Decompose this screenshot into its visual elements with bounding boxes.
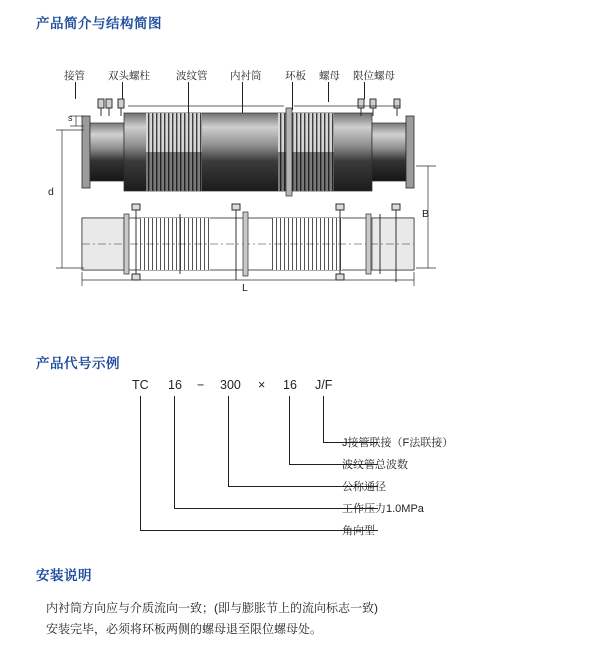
code-desc-pressure: 工作压力1.0MPa	[342, 503, 424, 515]
code-leader-v-waves	[289, 396, 290, 464]
code-token-tc: TC	[132, 378, 149, 392]
code-leader-v-type	[140, 396, 141, 530]
install-note-line-2: 安装完毕，必须将环板两侧的螺母退至限位螺母处。	[46, 622, 323, 636]
callout-label-bowenguan: 波纹管	[176, 70, 208, 82]
code-desc-wave-count: 波纹管总波数	[342, 459, 408, 471]
code-desc-type: 角向型	[342, 525, 375, 537]
callout-label-shuangtou: 双头螺柱	[108, 70, 150, 82]
code-token-16a: 16	[168, 378, 182, 392]
section-title-code: 产品代号示例	[36, 356, 120, 371]
install-notes	[46, 598, 566, 640]
code-token-16b: 16	[283, 378, 297, 392]
section-title-install: 安装说明	[36, 568, 92, 583]
product-code-diagram	[40, 378, 520, 548]
callout-label-neichentong: 内衬筒	[230, 70, 262, 82]
dimension-label-L: L	[242, 282, 248, 294]
section-title-structure: 产品简介与结构简图	[36, 16, 162, 31]
code-leader-v-dn	[228, 396, 229, 486]
expansion-joint-drawing	[40, 68, 510, 288]
dimension-label-s: s	[68, 113, 73, 123]
code-token-300: 300	[220, 378, 241, 392]
dimension-label-B: B	[422, 208, 430, 220]
code-leader-v-pressure	[174, 396, 175, 508]
code-token-jf: J/F	[315, 378, 333, 392]
structure-diagram	[40, 68, 510, 294]
code-token-dash: −	[197, 378, 205, 392]
code-token-times: ×	[258, 378, 266, 392]
install-note-line-1: 内衬筒方向应与介质流向一致；(即与膨胀节上的流向标志一致)	[46, 601, 378, 615]
code-leader-v-jf	[323, 396, 324, 442]
dimension-label-d: d	[48, 186, 54, 198]
code-desc-nominal-dia: 公称通径	[342, 481, 386, 493]
code-desc-connection: J接管联接（F法联接）	[342, 437, 454, 449]
callout-label-luomu: 螺母	[319, 70, 340, 82]
callout-label-huanban: 环板	[285, 70, 306, 82]
callout-label-xianweiluomu: 限位螺母	[353, 70, 395, 82]
callout-label-jieguan: 接管	[64, 70, 85, 82]
